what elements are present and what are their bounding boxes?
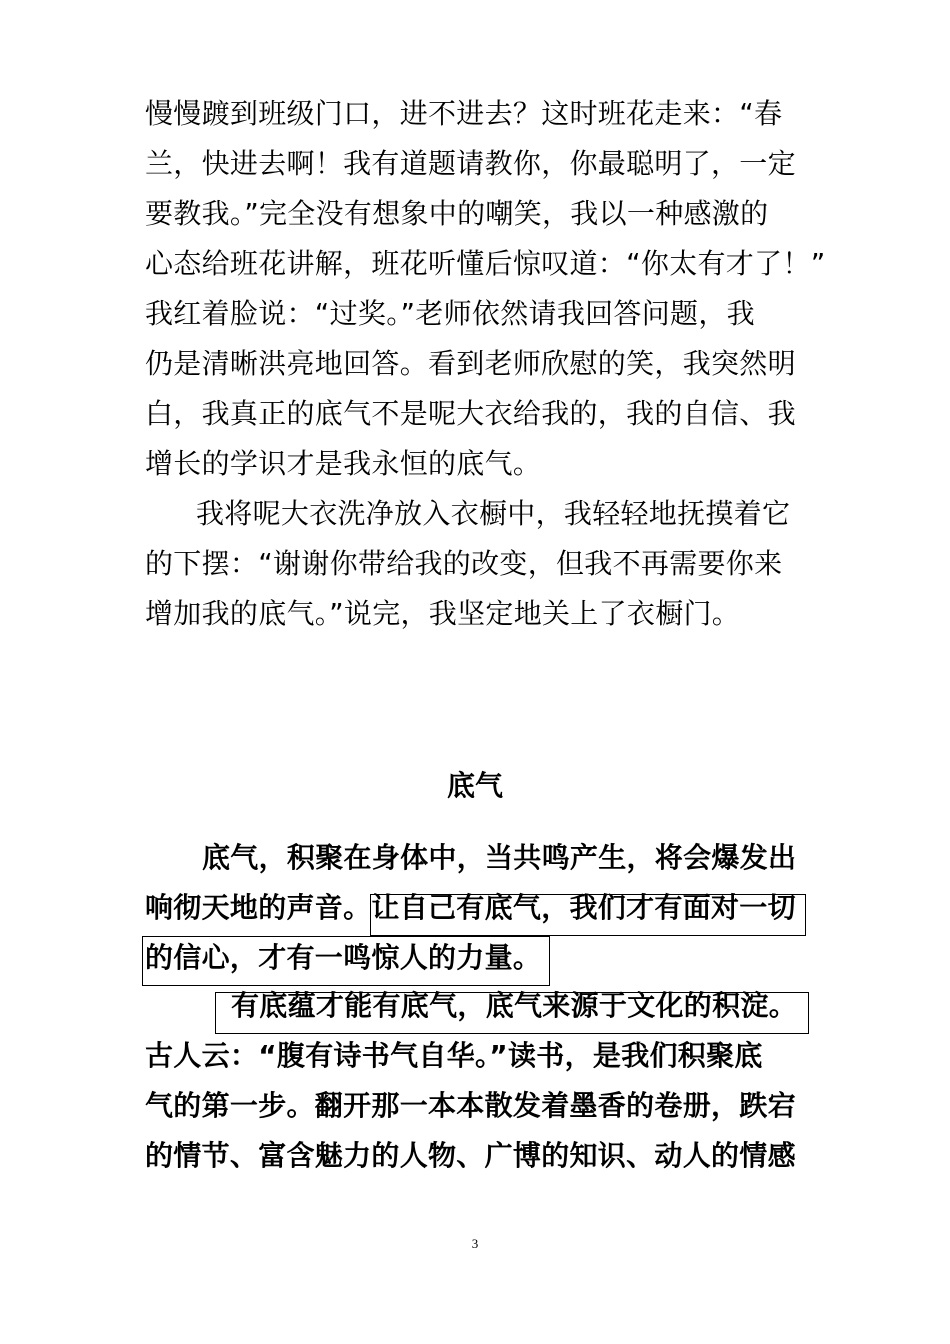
- annotation-box-theme: [215, 992, 809, 1034]
- story-line-6: 仍是清晰洪亮地回答。看到老师欣慰的笑，我突然明: [145, 347, 796, 380]
- page-number: 3: [471, 1236, 479, 1251]
- story-line-8: 增长的学识才是我永恒的底气。: [145, 447, 542, 480]
- annotation-box-upper: [370, 894, 806, 936]
- story-line-3: 要教我。”完全没有想象中的嘲笑，我以一种感激的: [145, 197, 769, 230]
- essay-line-5: 古人云：“腹有诗书气自华。”读书，是我们积聚底: [145, 1039, 763, 1072]
- essay-line-7: 的情节、富含魅力的人物、广博的知识、动人的情感: [145, 1139, 796, 1172]
- annotation-box-lower: [142, 936, 550, 986]
- essay-title: 底气: [446, 769, 503, 802]
- story-line-5: 我红着脸说：“过奖。”老师依然请我回答问题，我: [145, 297, 755, 330]
- story-line-9: 我将呢大衣洗净放入衣橱中，我轻轻地抚摸着它: [196, 497, 791, 530]
- story-line-7: 白，我真正的底气不是呢大衣给我的，我的自信、我: [145, 397, 796, 430]
- story-line-2: 兰，快进去啊！我有道题请教你，你最聪明了，一定: [145, 147, 796, 180]
- essay-line-4: 有底蕴才能有底气，底气来源于文化的积淀。: [231, 989, 798, 1022]
- story-line-11: 增加我的底气。”说完，我坚定地关上了衣橱门。: [145, 597, 741, 630]
- story-line-10: 的下摆：“谢谢你带给我的改变，但我不再需要你来: [145, 547, 783, 580]
- essay-line-2: 响彻天地的声音。让自己有底气，我们才有面对一切: [145, 891, 796, 924]
- essay-line-1: 底气，积聚在身体中，当共鸣产生，将会爆发出: [202, 841, 797, 874]
- story-line-4: 心态给班花讲解，班花听懂后惊叹道：“你太有才了！”: [145, 247, 826, 280]
- essay-line-6: 气的第一步。翻开那一本本散发着墨香的卷册，跌宕: [145, 1089, 796, 1122]
- essay-line-3: 的信心，才有一鸣惊人的力量。: [145, 941, 542, 974]
- story-line-1: 慢慢踱到班级门口，进不进去？这时班花走来：“春: [145, 97, 783, 130]
